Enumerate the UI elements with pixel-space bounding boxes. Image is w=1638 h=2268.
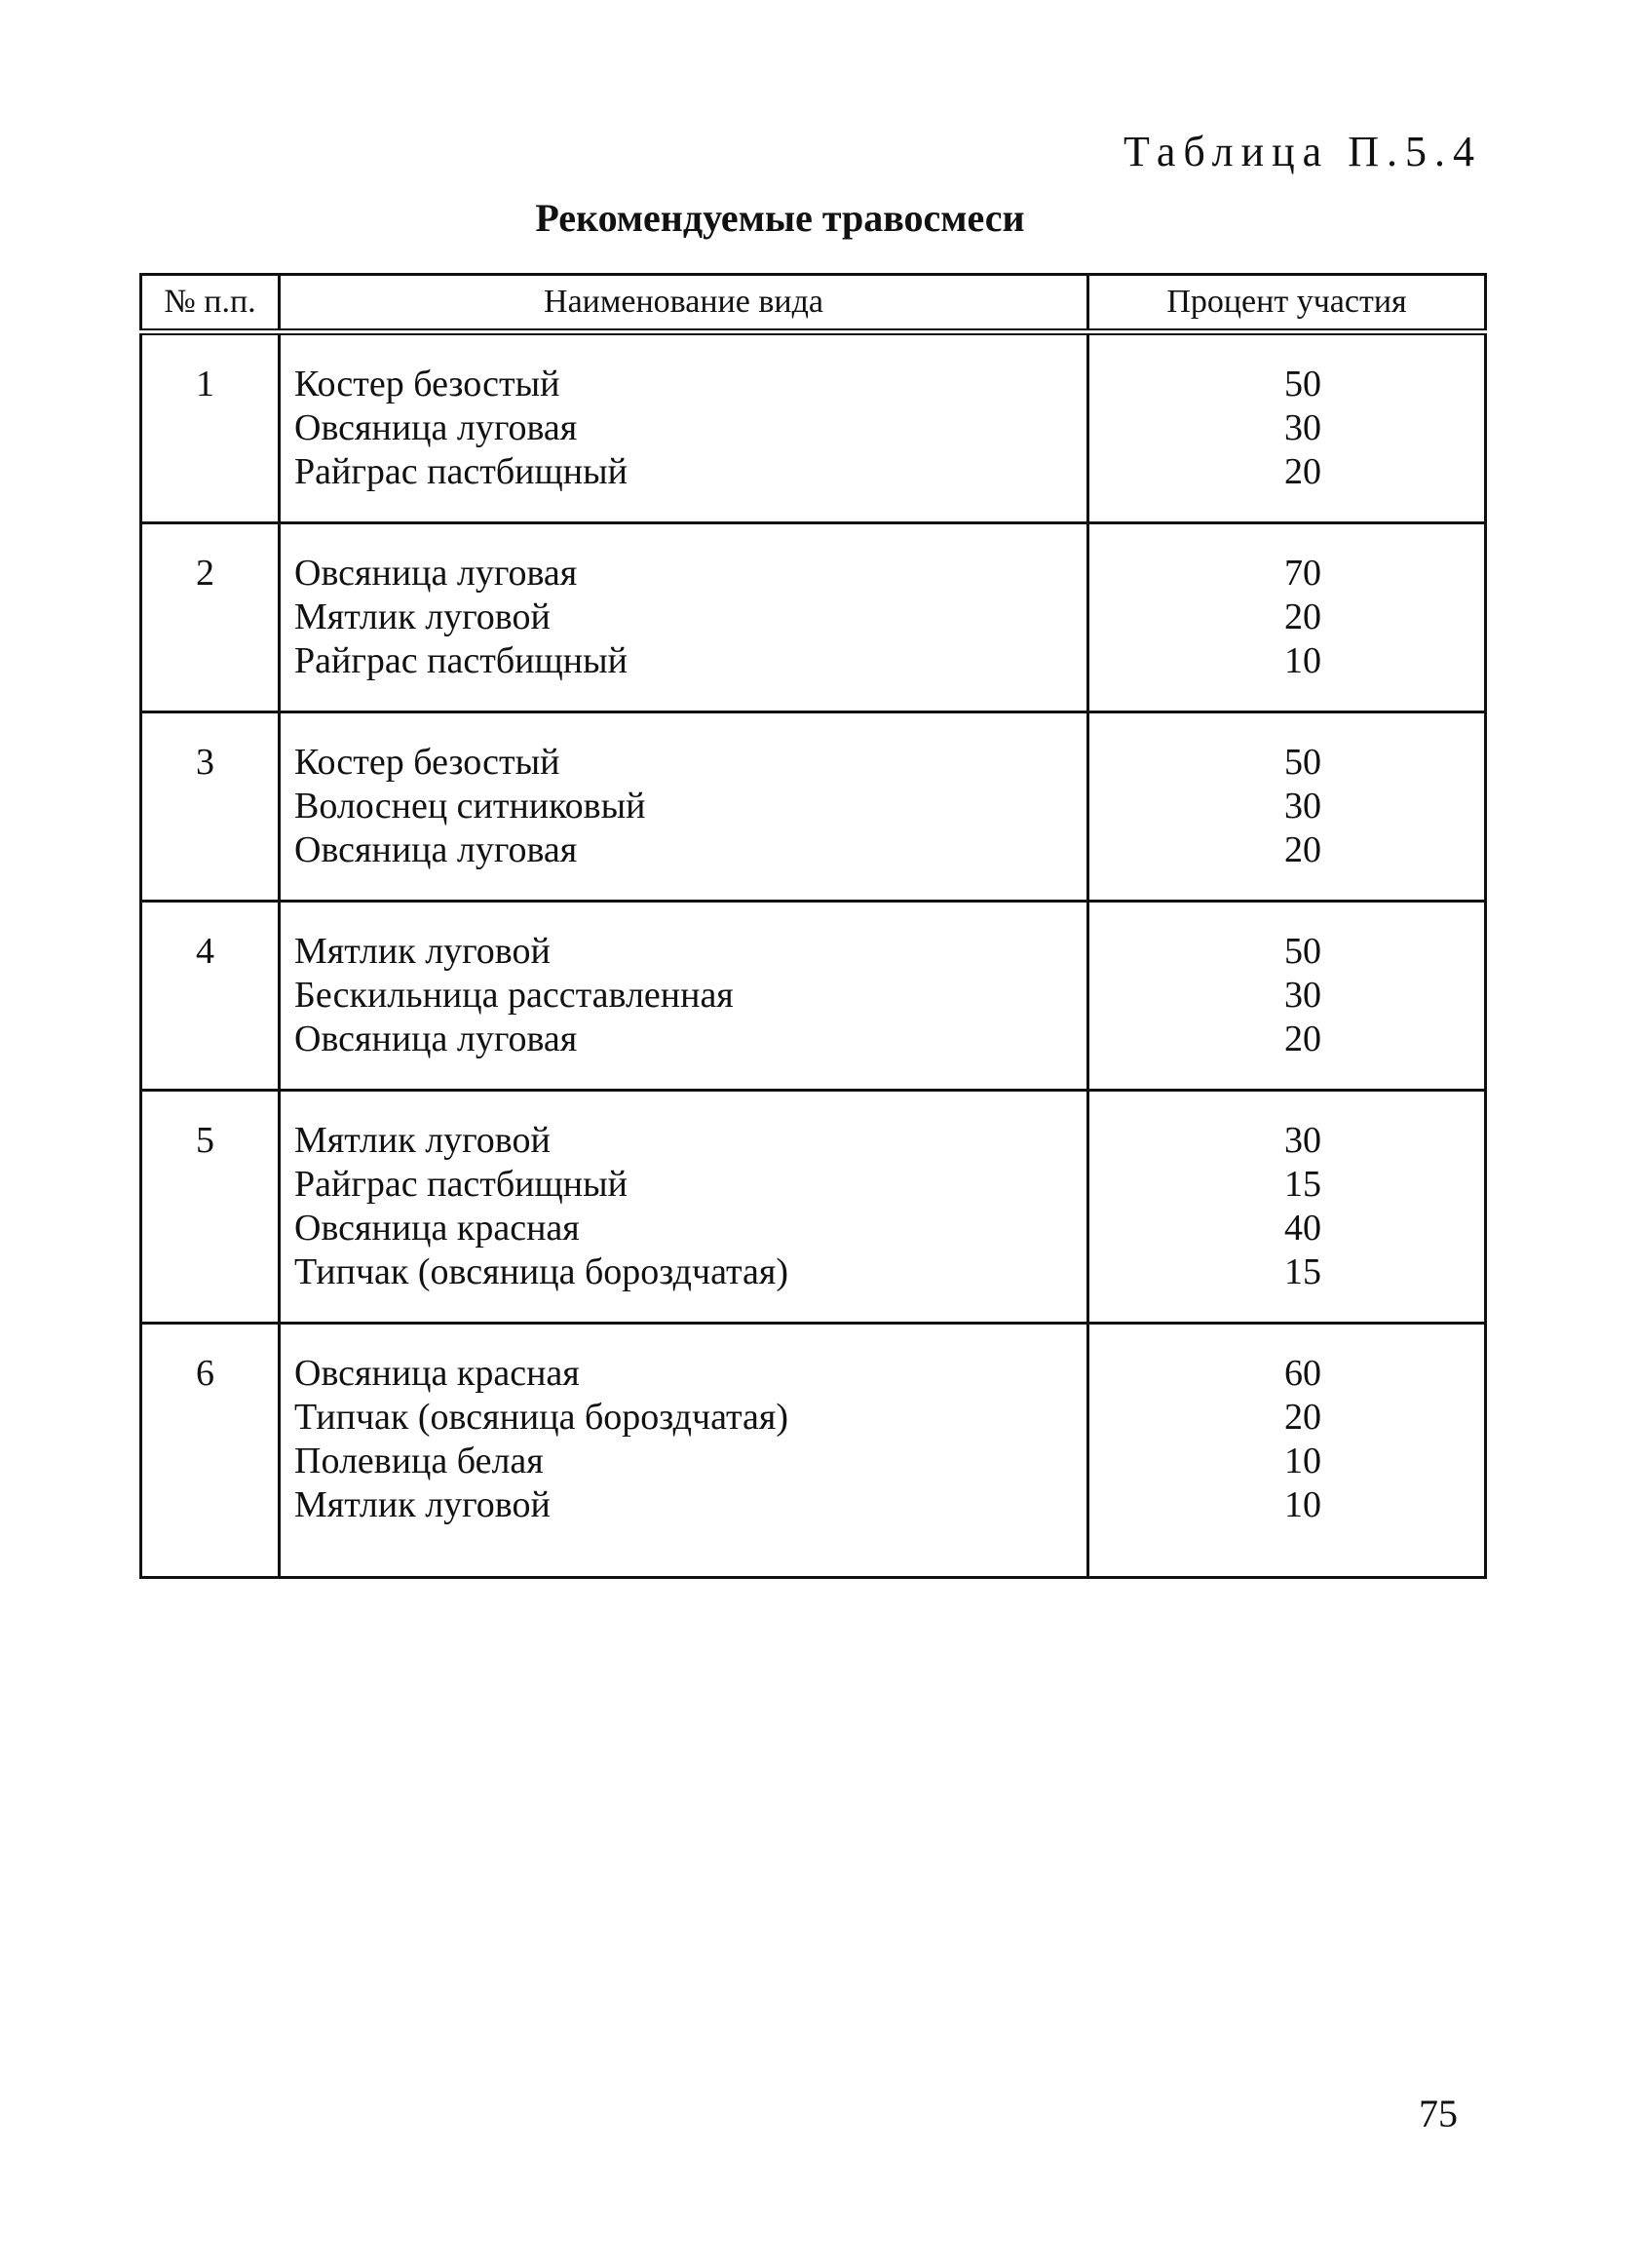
species-names-cell	[280, 1091, 1088, 1324]
table-title-text: Рекомендуемые травосмеси	[535, 196, 1025, 240]
header-percent: Процент участия	[1088, 275, 1486, 332]
species-name: Овсяница красная	[294, 1353, 580, 1394]
percent-cell	[1088, 712, 1486, 902]
species-name: Овсяница луговая	[294, 553, 578, 594]
header-num: № п.п.	[141, 275, 280, 332]
species-name: Овсяница луговая	[294, 829, 578, 870]
percent-cell	[1088, 1091, 1486, 1324]
species-percent: 20	[1284, 1397, 1321, 1438]
species-name: Мятлик луговой	[294, 596, 551, 637]
row-number: 3	[141, 712, 280, 902]
species-name: Райграс пастбищный	[294, 1164, 628, 1205]
table-row	[141, 523, 1486, 712]
table-row	[141, 332, 1486, 523]
species-names-cell	[280, 523, 1088, 712]
species-name: Мятлик луговой	[294, 1484, 551, 1525]
species-percent: 10	[1284, 1484, 1321, 1525]
row-number: 4	[141, 902, 280, 1091]
table-row	[141, 902, 1486, 1091]
table-title	[0, 195, 1638, 241]
species-percent: 50	[1284, 931, 1321, 972]
species-percent: 40	[1284, 1208, 1321, 1249]
species-percent: 60	[1284, 1353, 1321, 1394]
species-percent: 10	[1284, 640, 1321, 681]
percent-cell	[1088, 902, 1486, 1091]
table-body	[141, 332, 1486, 1578]
species-names-cell	[280, 332, 1088, 523]
species-name: Овсяница луговая	[294, 407, 578, 448]
species-names-cell	[280, 1324, 1088, 1578]
species-percent: 20	[1284, 451, 1321, 492]
table-row	[141, 1091, 1486, 1324]
species-names-cell	[280, 902, 1088, 1091]
species-percent: 20	[1284, 829, 1321, 870]
page-number: 75	[1419, 2092, 1458, 2135]
percent-cell	[1088, 1324, 1486, 1578]
species-name: Бескильница расставленная	[294, 975, 734, 1016]
species-percent: 15	[1284, 1251, 1321, 1292]
species-percent: 20	[1284, 596, 1321, 637]
species-name: Полевица белая	[294, 1441, 544, 1481]
species-name: Костер безостый	[294, 742, 560, 783]
row-number: 6	[141, 1324, 280, 1578]
species-percent: 10	[1284, 1441, 1321, 1481]
species-percent: 50	[1284, 364, 1321, 404]
table-row	[141, 712, 1486, 902]
species-names-cell	[280, 712, 1088, 902]
species-name: Мятлик луговой	[294, 1120, 551, 1161]
species-name: Волоснец ситниковый	[294, 786, 646, 826]
row-number: 5	[141, 1091, 280, 1324]
species-percent: 30	[1284, 786, 1321, 826]
species-name: Райграс пастбищный	[294, 640, 628, 681]
row-number: 1	[141, 332, 280, 523]
species-name: Мятлик луговой	[294, 931, 551, 972]
table-number: Таблица П.5.4	[1124, 128, 1482, 175]
grass-mixtures-table	[139, 273, 1487, 1579]
species-percent: 50	[1284, 742, 1321, 783]
species-percent: 20	[1284, 1019, 1321, 1059]
species-name: Костер безостый	[294, 364, 560, 404]
species-percent: 30	[1284, 1120, 1321, 1161]
species-name: Овсяница красная	[294, 1208, 580, 1249]
percent-cell	[1088, 523, 1486, 712]
species-name: Райграс пастбищный	[294, 451, 628, 492]
percent-cell	[1088, 332, 1486, 523]
species-percent: 70	[1284, 553, 1321, 594]
species-name: Типчак (овсяница бороздчатая)	[294, 1251, 789, 1292]
species-percent: 30	[1284, 975, 1321, 1016]
species-name: Типчак (овсяница бороздчатая)	[294, 1397, 789, 1438]
table-row	[141, 1324, 1486, 1578]
header-name: Наименование вида	[280, 275, 1088, 332]
species-name: Овсяница луговая	[294, 1019, 578, 1059]
species-percent: 30	[1284, 407, 1321, 448]
row-number: 2	[141, 523, 280, 712]
species-percent: 15	[1284, 1164, 1321, 1205]
table-header-row	[141, 275, 1486, 332]
table-header	[141, 275, 1486, 332]
